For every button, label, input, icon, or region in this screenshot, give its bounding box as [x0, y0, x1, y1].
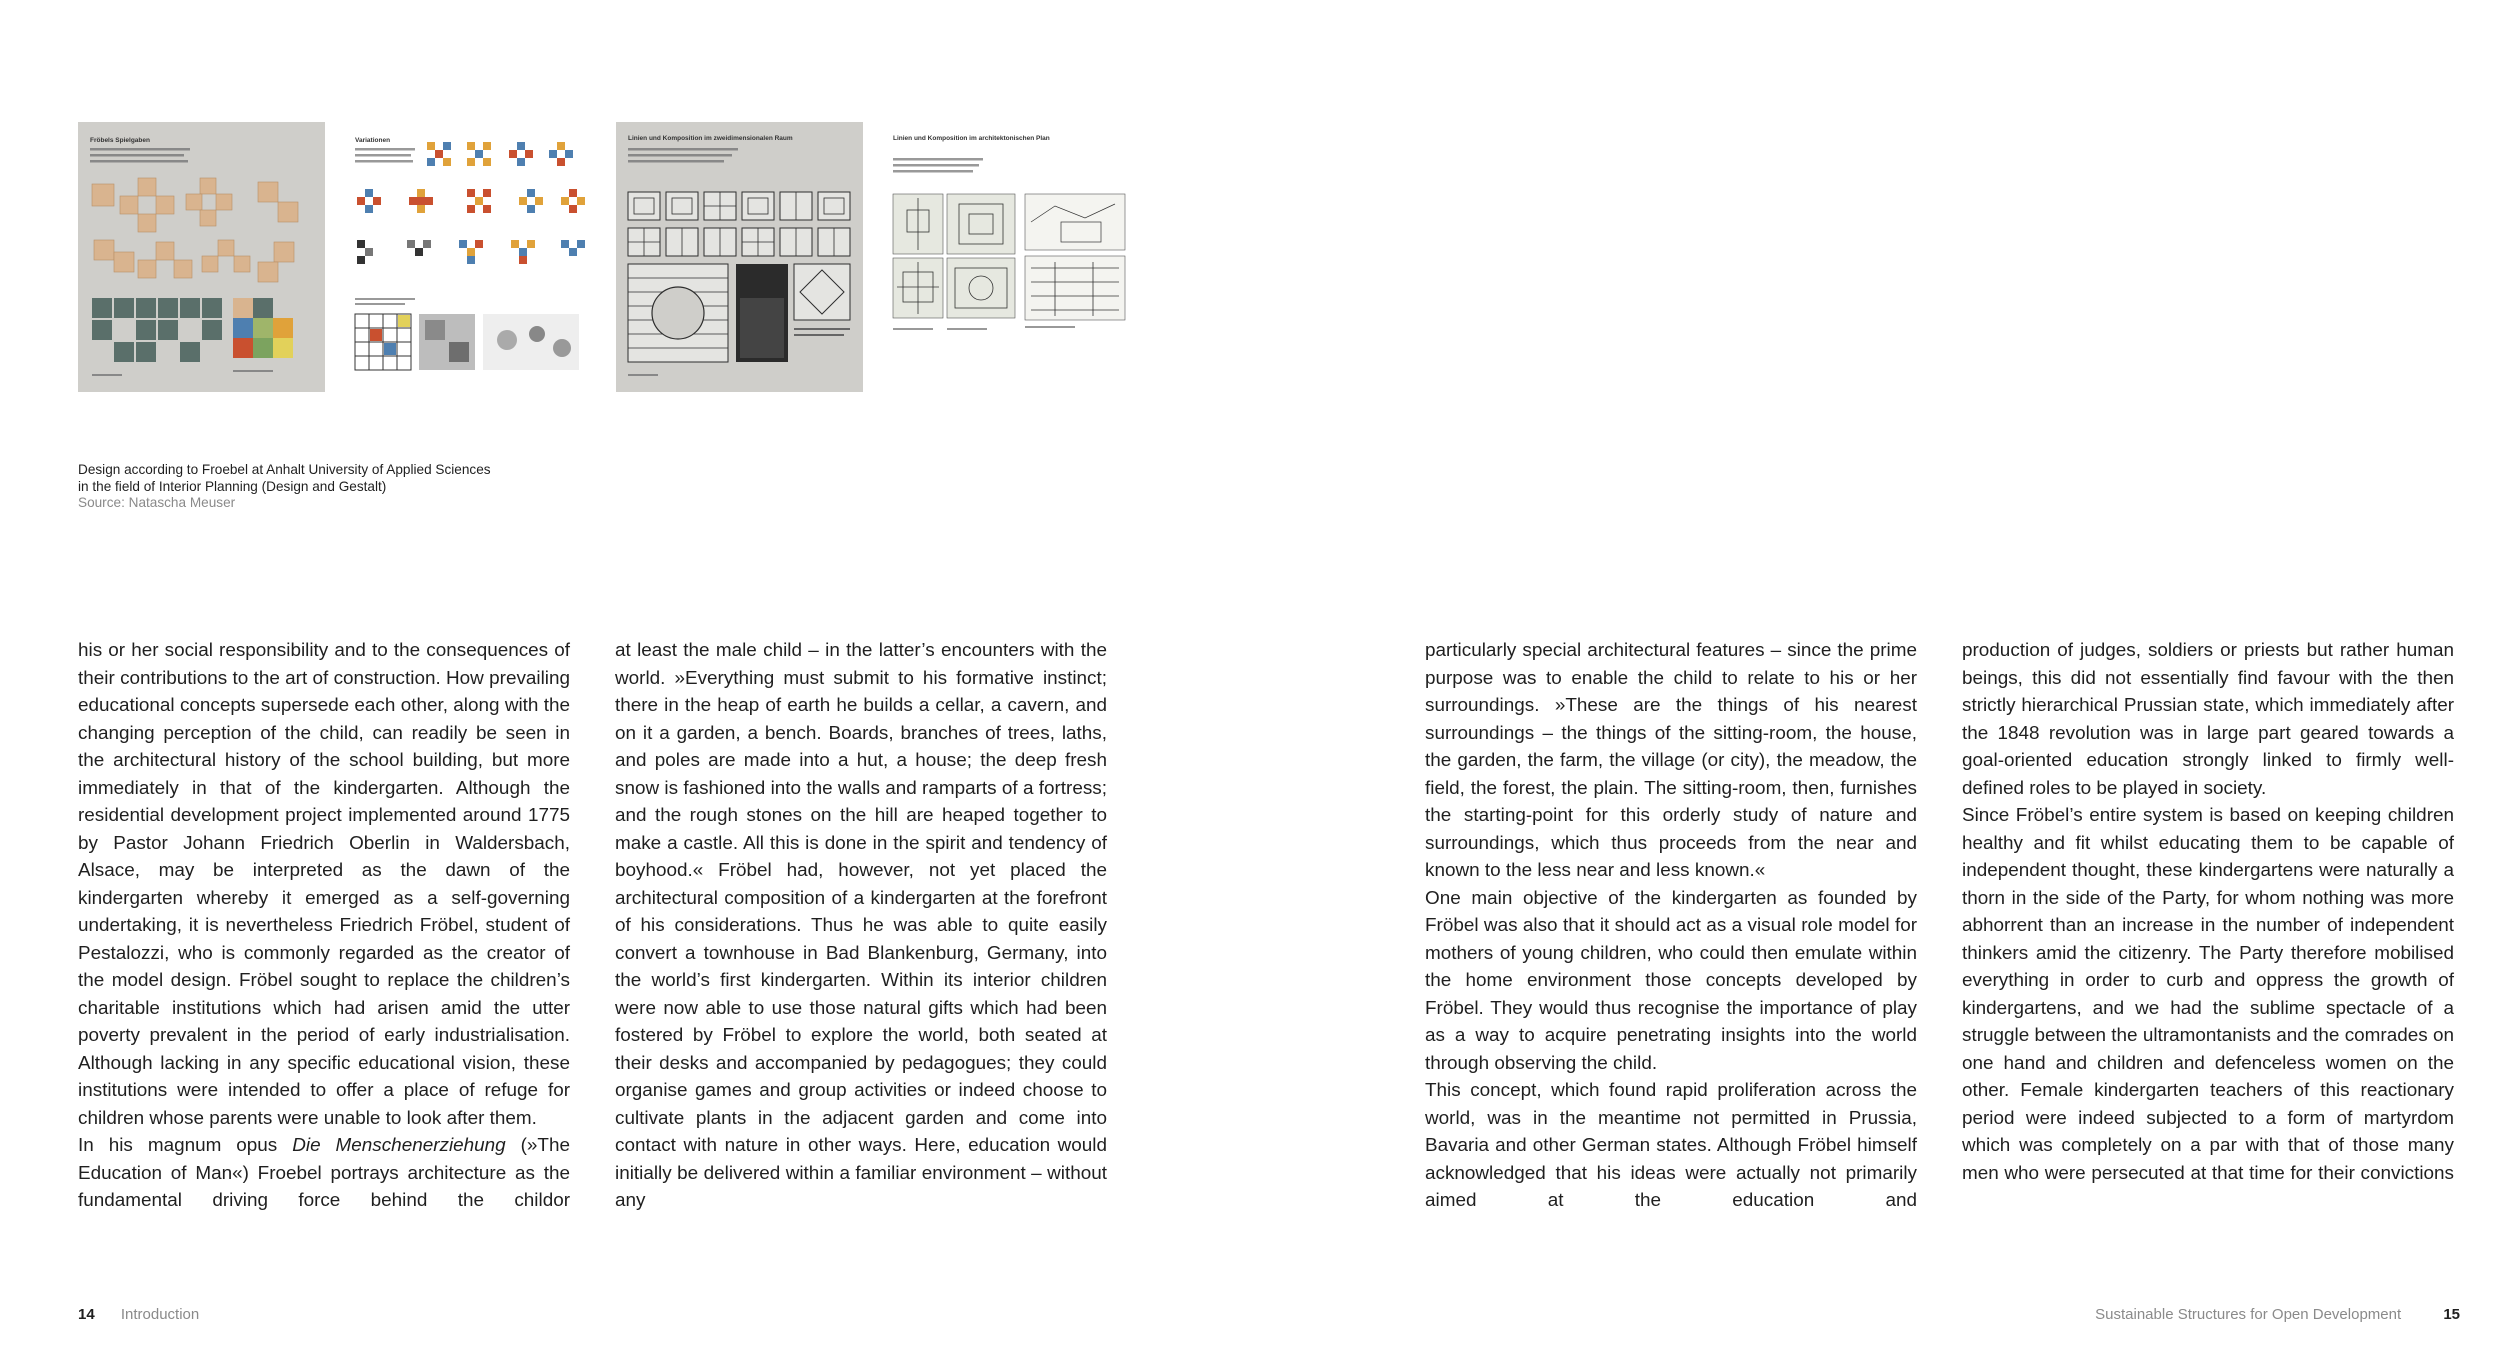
paragraph: particularly special architectural features – since the prime purpose was to enable the child to relate to his or her surroundings. »These are the things of his nearest surroundings – the things of the sitting-room, the house, the garden, the farm, the village (or city), the meadow, the field, the forest, the plain. The sitting-room, then, furnishes the starting-point for this orderly study of nature and surroundings, which thus proceeds from the near and known to the less near and less known.« — [1425, 640, 1917, 881]
thumbnail-froebel-gifts — [78, 122, 325, 392]
paragraph: production of judges, soldiers or priests but rather human beings, this did not essentially find favour with the then strictly hierarchical Prussian state, which immediately after the 1848 revolution was in large part geared towards a goal-oriented education strongly linked to firmly well-defined roles to be played in society. — [1962, 640, 2454, 799]
thumbnail-title: Linien und Komposition im architektonischen Plan — [893, 135, 1050, 142]
thumbnail-lines-plan — [885, 122, 1132, 392]
page-number-right: 15 — [2443, 1306, 2460, 1323]
text-column-1 — [78, 637, 570, 1215]
paragraph: This concept, which found rapid proliferation across the world, was in the meantime not permitted in Prussia, Bavaria and other German states. Although Fröbel himself acknowledged that his ideas were actually not primarily aimed at the education and — [1425, 1080, 1917, 1211]
caption-line-2: in the field of Interior Planning (Design and Gestalt) — [78, 478, 387, 494]
froebel-gifts-image — [78, 122, 325, 392]
thumbnail-title: Variationen — [355, 137, 391, 144]
thumbnail-title: Linien und Komposition im zweidimensionalen Raum — [628, 135, 793, 142]
thumbnail-lines-2d — [616, 122, 863, 392]
footer-left — [78, 1306, 199, 1323]
lines-2d-image — [616, 122, 863, 392]
page-number-left: 14 — [78, 1306, 95, 1323]
text-column-3 — [1425, 637, 1917, 1215]
caption-source: Source: Natascha Meuser — [78, 495, 236, 510]
caption-line-1: Design according to Froebel at Anhalt University of Applied Sciences — [78, 462, 491, 477]
paragraph: One main objective of the kindergarten as founded by Fröbel was also that it should act as a visual role model for mothers of young children, who could then emulate within the home environment those concepts developed by Fröbel. They would thus recognise the importance of play as a way to acquire penetrating insights into the world through observing the child. — [1425, 887, 1917, 1074]
footer-right — [2095, 1306, 2460, 1323]
paragraph: at least the male child – in the latter’s encounters with the world. »Everything must submit to his formative instinct; there in the heap of earth he builds a cellar, a cavern, and on it a garden, a bench. Boards, branches of trees, laths, and poles are made into a hut, a house; the deep fresh snow is fashioned into the walls and ramparts of a fortress; and the rough stones on the hill are heaped together to make a castle. All this is done in the spirit and tendency of boyhood.« Fröbel had, however, not yet placed the architectural composition of a kindergarten at the forefront of his considerations. Thus he was able to quite easily convert a townhouse in Bad Blankenburg, Germany, into the world’s first kindergarten. Within its interior children were now able to use those natural gifts which had been fostered by Fröbel to explore the world, both seated at their desks and accompanied by pedagogues; they could organise games and group activities or indeed choose to cultivate plants in the adjacent garden and come into contact with nature in other ways. Here, education would initially be delivered within a familiar environment – without any — [615, 640, 1107, 1211]
running-head-right: Sustainable Structures for Open Development — [2095, 1306, 2402, 1323]
lines-plan-image — [885, 122, 1132, 392]
paragraph: In his magnum opus Die Menschenerziehung (»The Education of Man«) Froebel portrays architecture as the fundamental driving force behind the childor — [78, 1135, 570, 1211]
text-column-4 — [1962, 637, 2454, 1187]
variations-image — [347, 122, 594, 392]
thumbnail-variations — [347, 122, 594, 392]
paragraph: his or her social responsibility and to the consequences of their contributions to the art of construction. How prevailing educational concepts supersede each other, along with the changing perception of the child, can readily be seen in the architectural history of the school building, but more immediately in that of the kindergarten. Although the residential development project implemented around 1775 by Pastor Johann Friedrich Oberlin in Waldersbach, Alsace, may be interpreted as the dawn of the kindergarten whereby it emerged as a self-governing undertaking, it is nevertheless Friedrich Fröbel, student of Pestalozzi, who is commonly regarded as the creator of the model design. Fröbel sought to replace the children’s charitable institutions which had arisen amid the utter poverty prevalent in the period of early industrialisation. Although lacking in any specific educational vision, these institutions were intended to offer a place of refuge for children whose parents were unable to look after them. — [78, 640, 570, 1129]
thumbnail-title: Fröbels Spielgaben — [90, 137, 150, 144]
running-head-left: Introduction — [120, 1306, 200, 1323]
text-column-2 — [615, 637, 1107, 1215]
book-title: Die Menschenerziehung — [292, 1135, 506, 1156]
paragraph: Since Fröbel’s entire system is based on keeping children healthy and fit whilst educating them to be capable of independent thought, these kindergartens were naturally a thorn in the side of the Party, for whom nothing was more abhorrent than an increase in the number of independent thinkers amid the citizenry. The Party therefore mobilised everything in order to curb and oppress the growth of kindergartens, and we had the sublime spectacle of a struggle between the ultramontanists and the comrades on one hand and children and defenceless women on the other. Female kindergarten teachers of this reactionary period were indeed subjected to a form of martyrdom which was completely on a par with that of those many men who were persecuted at that time for their convictions — [1962, 805, 2454, 1184]
figure-caption — [78, 462, 638, 512]
